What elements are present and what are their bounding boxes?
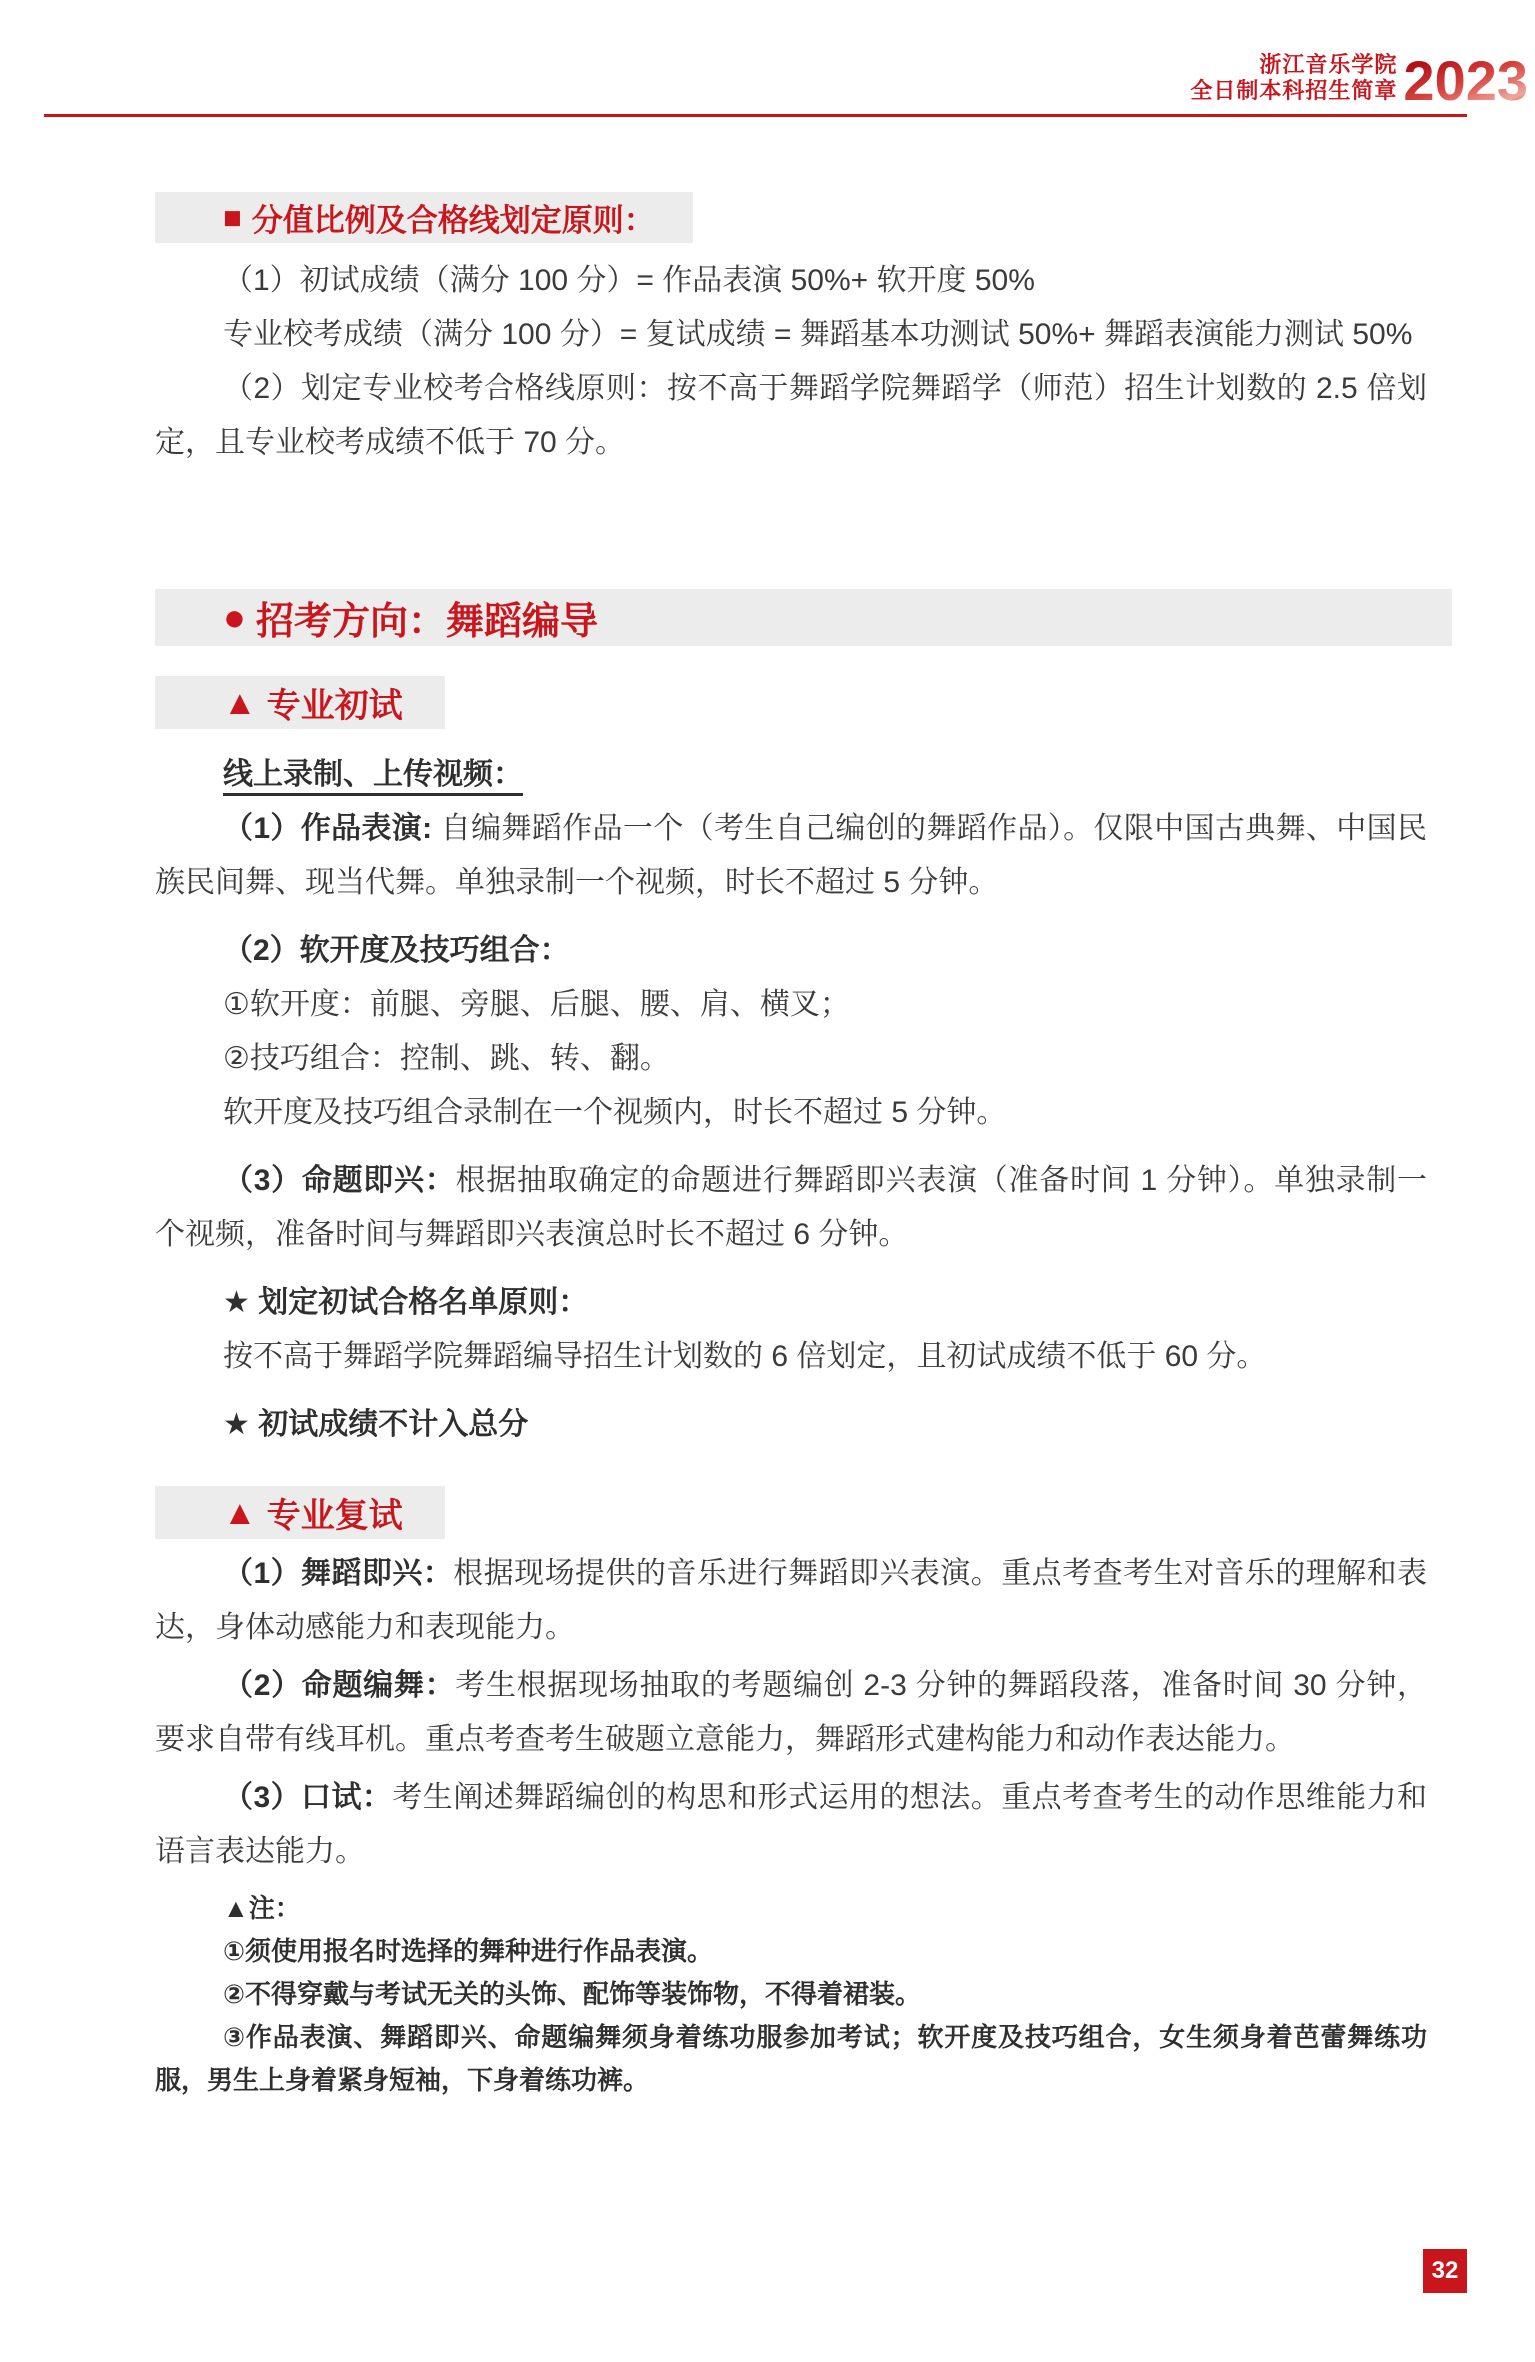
paragraph: （2）划定专业校考合格线原则：按不高于舞蹈学院舞蹈学（师范）招生计划数的 2.5 倍划定，且专业校考成绩不低于 70 分。 [155,372,1427,459]
item-label: （2）命题编舞： [223,1669,456,1702]
note-item: ①须使用报名时选择的舞种进行作品表演。 [223,1936,714,1966]
paragraph: 软开度及技巧组合录制在一个视频内，时长不超过 5 分钟。 [223,1096,1007,1129]
circle-bullet-icon: ● [223,596,246,639]
paragraph: （1）初试成绩（满分 100 分）= 作品表演 50%+ 软开度 50% [223,264,1035,297]
header-divider [44,114,1467,117]
year-label: 2023 [1403,49,1528,112]
section-heading-direction [155,589,1452,646]
paragraph: （3）口试：考生阐述舞蹈编创的构思和形式运用的想法。重点考查考生的动作思维能力和语言表达能力。 [155,1781,1428,1868]
content-column [155,192,1452,2102]
item-label: （3）命题即兴： [223,1164,456,1197]
note-item: ③作品表演、舞蹈即兴、命题编舞须身着练功服参加考试；软开度及技巧组合，女生须身着芭蕾舞练功服，男生上身着紧身短袖，下身着练功裤。 [155,2022,1427,2095]
paragraph: ②技巧组合：控制、跳、转、翻。 [223,1042,670,1075]
intro-line: 线上录制、上传视频： [155,748,1452,802]
paragraph: 按不高于舞蹈学院舞蹈编导招生计划数的 6 倍划定，且初试成绩不低于 60 分。 [223,1340,1267,1373]
paragraph: （1）作品表演: 自编舞蹈作品一个（考生自己编创的舞蹈作品）。仅限中国古典舞、中国民族民间舞、现当代舞。单独录制一个视频，时长不超过 5 分钟。 [155,812,1427,899]
notes-title: ▲注： [223,1893,301,1923]
paragraph: 专业校考成绩（满分 100 分）= 复试成绩 = 舞蹈基本功测试 50%+ 舞蹈表演能力测试 50% [223,318,1413,351]
brochure-subtitle: 全日制本科招生简章 [1190,78,1398,103]
item-label: （1）舞蹈即兴： [223,1557,454,1590]
paragraph: ★ 初试成绩不计入总分 [223,1408,529,1441]
subsection-title: 专业复试 [266,1497,403,1535]
paragraph: ★ 划定初试合格名单原则： [223,1286,589,1319]
paragraph: ①软开度：前腿、旁腿、后腿、腰、肩、横叉； [223,988,850,1021]
subsection-heading-second-round [155,1486,445,1539]
subsection-heading-first-round [155,676,445,729]
square-bullet-icon: ■ [223,200,242,235]
paragraph: （2）软开度及技巧组合： [223,934,570,967]
note-item: ②不得穿戴与考试无关的头饰、配饰等装饰物，不得着裙装。 [223,1979,922,2009]
paragraph: （1）舞蹈即兴：根据现场提供的音乐进行舞蹈即兴表演。重点考查考生对音乐的理解和表达，身体动感能力和表现能力。 [155,1557,1428,1644]
section-title: 分值比例及合格线划定原则： [251,203,655,238]
school-name-block [1190,52,1397,104]
triangle-bullet-icon: ▲ [223,1493,257,1532]
page-number-badge: 32 [1423,2249,1467,2293]
subsection-title: 专业初试 [266,687,403,725]
paragraph: （3）命题即兴：根据抽取确定的命题进行舞蹈即兴表演（准备时间 1 分钟）。单独录制一个视频，准备时间与舞蹈即兴表演总时长不超过 6 分钟。 [155,1164,1428,1251]
item-label: （3）口试： [223,1781,393,1814]
section-title: 招考方向：舞蹈编导 [255,601,598,643]
section-heading-score-ratio [155,192,693,243]
item-label: （1）作品表演: [223,812,433,845]
school-name: 浙江音乐学院 [1259,52,1398,77]
triangle-bullet-icon: ▲ [223,683,257,722]
paragraph: （2）命题编舞：考生根据现场抽取的考题编创 2-3 分钟的舞蹈段落，准备时间 30 分钟，要求自带有线耳机。重点考查考生破题立意能力，舞蹈形式建构能力和动作表达能力。 [155,1669,1427,1756]
page-header [1190,49,1528,112]
